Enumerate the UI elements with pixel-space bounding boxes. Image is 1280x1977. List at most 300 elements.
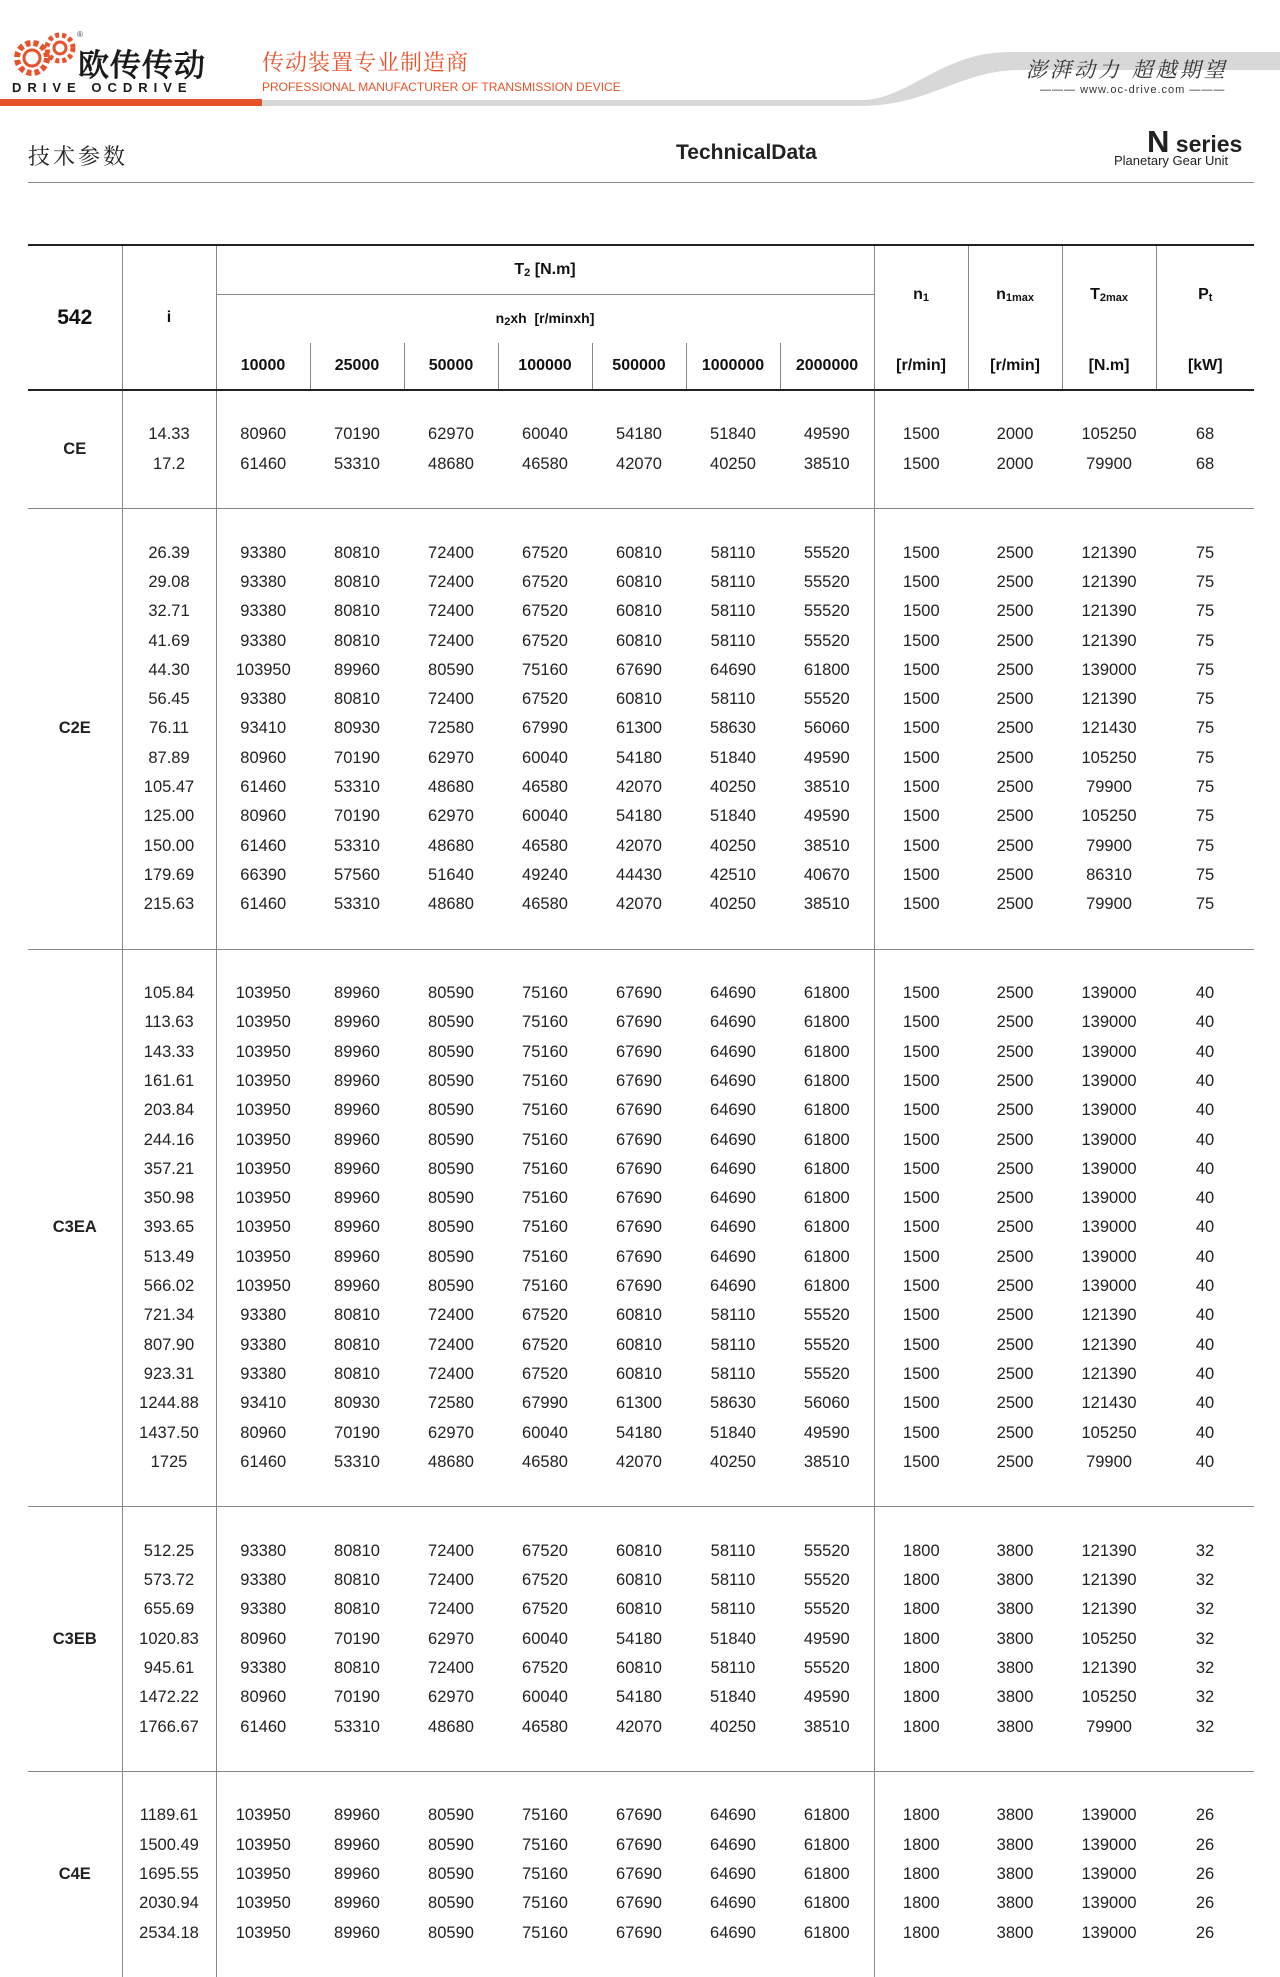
t2max-header: T2max <box>1062 245 1156 343</box>
value-cell: 40250 <box>710 836 756 855</box>
value-cell: 80960 <box>216 420 310 449</box>
value-cell: 75160 <box>522 1071 568 1090</box>
ratio-cell: 150.00 <box>122 831 216 860</box>
value-cell: 1500 <box>874 1155 968 1184</box>
page-title-en: TechnicalData <box>676 141 817 164</box>
value-cell: 61800 <box>803 660 850 679</box>
value-cell: 64690 <box>710 1071 756 1090</box>
value-cell: 53310 <box>334 836 380 855</box>
value-cell: 67690 <box>616 1277 662 1296</box>
speed-header-50000: 50000 <box>404 343 498 390</box>
value-cell: 60810 <box>616 1306 662 1325</box>
value-cell: 89960 <box>334 984 380 1003</box>
ratio-label: i <box>166 308 172 326</box>
ratio-cell: 56.45 <box>122 685 216 714</box>
value-cell: 67990 <box>522 719 568 738</box>
value-cell: 67690 <box>616 1101 662 1120</box>
value-cell: 75 <box>1195 748 1215 767</box>
value-cell: 75 <box>1195 865 1215 884</box>
value-cell: 54180 <box>616 807 662 826</box>
value-cell: 58110 <box>710 1600 756 1619</box>
value-cell: 70190 <box>334 1629 380 1648</box>
title-divider <box>28 182 1254 183</box>
technical-data-table <box>28 244 1254 1977</box>
table-row <box>28 1537 1254 1566</box>
value-cell: 80960 <box>216 1418 310 1447</box>
value-cell: 55520 <box>803 1600 850 1619</box>
value-cell: 3800 <box>996 1923 1034 1942</box>
value-cell: 80810 <box>334 543 380 562</box>
value-cell: 121390 <box>1081 1658 1137 1677</box>
value-cell: 121390 <box>1081 602 1137 621</box>
value-cell: 121390 <box>1081 1306 1137 1325</box>
value-cell: 1500 <box>874 1213 968 1242</box>
value-cell: 89960 <box>334 1894 380 1913</box>
value-cell: 1500 <box>874 420 968 449</box>
value-cell: 58110 <box>710 631 756 650</box>
ratio-cell: 1020.83 <box>122 1624 216 1653</box>
value-cell: 1500 <box>874 1008 968 1037</box>
value-cell: 93380 <box>216 626 310 655</box>
value-cell: 75160 <box>522 1835 568 1854</box>
table-row <box>28 861 1254 890</box>
value-cell: 139000 <box>1081 984 1137 1003</box>
value-cell: 80810 <box>334 572 380 591</box>
value-cell: 67690 <box>616 1247 662 1266</box>
value-cell: 68 <box>1195 454 1215 473</box>
value-cell: 1800 <box>874 1801 968 1830</box>
value-cell: 55520 <box>803 1571 850 1590</box>
value-cell: 55520 <box>803 1364 850 1383</box>
ratio-cell: 143.33 <box>122 1038 216 1067</box>
value-cell: 61800 <box>803 1277 850 1296</box>
value-cell: 75160 <box>522 1159 568 1178</box>
group-label: C2E <box>58 719 91 738</box>
value-cell: 93380 <box>216 538 310 567</box>
table-row <box>28 773 1254 802</box>
value-cell: 42070 <box>616 778 662 796</box>
value-cell: 80590 <box>428 660 474 679</box>
group-spacer <box>28 919 1254 949</box>
value-cell: 105250 <box>1081 425 1137 444</box>
value-cell: 55520 <box>803 1306 850 1325</box>
value-cell: 139000 <box>1081 1071 1137 1090</box>
value-cell: 70190 <box>334 807 380 826</box>
value-cell: 32 <box>1195 1600 1215 1619</box>
value-cell: 26 <box>1195 1835 1215 1854</box>
value-cell: 67690 <box>616 660 662 679</box>
table-row <box>28 1683 1254 1712</box>
ratio-cell: 105.47 <box>122 773 216 802</box>
ratio-cell: 513.49 <box>122 1243 216 1272</box>
value-cell: 75 <box>1195 719 1215 738</box>
table-row <box>28 890 1254 919</box>
value-cell: 67690 <box>616 1159 662 1178</box>
speed-header-25000: 25000 <box>310 343 404 390</box>
value-cell: 2500 <box>996 719 1034 738</box>
value-cell: 40670 <box>803 865 850 884</box>
table-row <box>28 1155 1254 1184</box>
value-cell: 89960 <box>334 1277 380 1296</box>
ratio-cell: 2534.18 <box>122 1918 216 1947</box>
table-row <box>28 1418 1254 1447</box>
ratio-cell: 512.25 <box>122 1537 216 1566</box>
value-cell: 1800 <box>874 1889 968 1918</box>
value-cell: 1800 <box>874 1918 968 1947</box>
table-row <box>28 1331 1254 1360</box>
value-cell: 80590 <box>428 1189 474 1208</box>
ratio-cell: 807.90 <box>122 1331 216 1360</box>
table-row <box>28 1889 1254 1918</box>
value-cell: 64690 <box>710 984 756 1003</box>
value-cell: 75160 <box>522 1806 568 1825</box>
value-cell: 3800 <box>996 1806 1034 1825</box>
value-cell: 80810 <box>334 631 380 650</box>
value-cell: 89960 <box>334 1835 380 1854</box>
value-cell: 40 <box>1195 1101 1215 1120</box>
value-cell: 53310 <box>334 778 380 796</box>
table-row <box>28 744 1254 773</box>
value-cell: 40 <box>1195 1071 1215 1090</box>
value-cell: 75160 <box>522 1277 568 1296</box>
value-cell: 55520 <box>803 690 850 709</box>
value-cell: 139000 <box>1081 1101 1137 1120</box>
value-cell: 40 <box>1195 1335 1215 1354</box>
table-body <box>28 390 1254 1977</box>
value-cell: 26 <box>1195 1894 1215 1913</box>
value-cell: 79900 <box>1086 895 1132 914</box>
value-cell: 64690 <box>710 1042 756 1061</box>
value-cell: 2500 <box>996 1306 1034 1325</box>
value-cell: 56060 <box>803 1394 850 1413</box>
value-cell: 80590 <box>428 1159 474 1178</box>
value-cell: 1500 <box>874 1096 968 1125</box>
value-cell: 46580 <box>522 836 568 855</box>
value-cell: 72400 <box>428 1541 474 1560</box>
ratio-cell: 41.69 <box>122 626 216 655</box>
pt-header: Pt <box>1156 245 1254 343</box>
table-row <box>28 714 1254 743</box>
value-cell: 93380 <box>216 1595 310 1624</box>
website-text: www.oc-drive.com <box>1080 84 1186 96</box>
value-cell: 70190 <box>334 425 380 444</box>
value-cell: 40 <box>1195 1042 1215 1061</box>
value-cell: 1500 <box>874 1301 968 1330</box>
value-cell: 1800 <box>874 1595 968 1624</box>
value-cell: 49590 <box>803 1629 850 1648</box>
value-cell: 1500 <box>874 714 968 743</box>
model-cell <box>28 245 122 390</box>
value-cell: 1800 <box>874 1624 968 1653</box>
value-cell: 54180 <box>616 748 662 767</box>
value-cell: 61800 <box>803 1071 850 1090</box>
ratio-header <box>122 245 216 390</box>
value-cell: 1500 <box>874 861 968 890</box>
value-cell: 66390 <box>216 861 310 890</box>
value-cell: 2500 <box>996 1335 1034 1354</box>
table-row <box>28 1389 1254 1418</box>
value-cell: 103950 <box>216 1125 310 1154</box>
value-cell: 72400 <box>428 1571 474 1590</box>
value-cell: 60040 <box>522 425 568 444</box>
value-cell: 89960 <box>334 1159 380 1178</box>
value-cell: 3800 <box>996 1600 1034 1619</box>
value-cell: 1500 <box>874 802 968 831</box>
table-row <box>28 656 1254 685</box>
group-label: C4E <box>58 1864 91 1883</box>
value-cell: 139000 <box>1081 1159 1137 1178</box>
value-cell: 80810 <box>334 1541 380 1560</box>
value-cell: 61800 <box>803 1189 850 1208</box>
value-cell: 3800 <box>996 1658 1034 1677</box>
speed-header-100000: 100000 <box>498 343 592 390</box>
group-spacer <box>28 390 1254 420</box>
header-accent-bar <box>0 99 262 106</box>
value-cell: 72400 <box>428 1658 474 1677</box>
value-cell: 75160 <box>522 1923 568 1942</box>
value-cell: 46580 <box>522 1452 568 1471</box>
value-cell: 1500 <box>874 1038 968 1067</box>
value-cell: 61300 <box>616 719 662 738</box>
slogan: 澎湃动力 超越期望 <box>1026 58 1228 82</box>
value-cell: 60810 <box>616 1600 662 1619</box>
value-cell: 55520 <box>803 602 850 621</box>
value-cell: 80810 <box>334 1658 380 1677</box>
group-label: C3EB <box>52 1629 97 1648</box>
ratio-cell: 655.69 <box>122 1595 216 1624</box>
value-cell: 64690 <box>710 1189 756 1208</box>
value-cell: 32 <box>1195 1629 1215 1648</box>
value-cell: 61800 <box>803 1013 850 1032</box>
value-cell: 103950 <box>216 1831 310 1860</box>
value-cell: 58110 <box>710 690 756 709</box>
value-cell: 54180 <box>616 1688 662 1707</box>
value-cell: 139000 <box>1081 1806 1137 1825</box>
value-cell: 67520 <box>522 602 568 621</box>
value-cell: 80810 <box>334 1306 380 1325</box>
value-cell: 64690 <box>710 1247 756 1266</box>
value-cell: 60810 <box>616 602 662 621</box>
value-cell: 121430 <box>1081 1394 1137 1413</box>
value-cell: 2500 <box>996 1013 1034 1032</box>
n2xh-header: n2xh [r/minxh] <box>216 295 874 344</box>
value-cell: 1500 <box>874 890 968 919</box>
value-cell: 72400 <box>428 1364 474 1383</box>
ratio-cell: 44.30 <box>122 656 216 685</box>
value-cell: 2500 <box>996 1101 1034 1120</box>
value-cell: 67520 <box>522 572 568 591</box>
series-letter: N <box>1147 124 1170 159</box>
value-cell: 79900 <box>1086 778 1132 796</box>
value-cell: 32 <box>1195 1688 1215 1707</box>
value-cell: 67690 <box>616 1894 662 1913</box>
ratio-cell: 1725 <box>122 1448 216 1477</box>
unit-header: [r/min] <box>968 343 1062 390</box>
value-cell: 2500 <box>996 1042 1034 1061</box>
ratio-cell: 721.34 <box>122 1301 216 1330</box>
value-cell: 105250 <box>1081 1629 1137 1648</box>
value-cell: 48680 <box>428 1717 474 1736</box>
ratio-cell: 17.2 <box>122 450 216 479</box>
value-cell: 62970 <box>428 1423 474 1442</box>
value-cell: 49590 <box>803 748 850 767</box>
value-cell: 2500 <box>996 1423 1034 1442</box>
value-cell: 54180 <box>616 1423 662 1442</box>
value-cell: 139000 <box>1081 1218 1137 1237</box>
value-cell: 67520 <box>522 1658 568 1677</box>
value-cell: 121390 <box>1081 1571 1137 1590</box>
value-cell: 61800 <box>803 1835 850 1854</box>
value-cell: 60810 <box>616 1335 662 1354</box>
value-cell: 80590 <box>428 1864 474 1883</box>
value-cell: 64690 <box>710 1864 756 1883</box>
value-cell: 1500 <box>874 1448 968 1477</box>
table-row <box>28 1448 1254 1477</box>
value-cell: 46580 <box>522 895 568 914</box>
value-cell: 80590 <box>428 1894 474 1913</box>
value-cell: 32 <box>1195 1571 1215 1590</box>
value-cell: 64690 <box>710 1159 756 1178</box>
value-cell: 1500 <box>874 538 968 567</box>
value-cell: 2500 <box>996 1247 1034 1266</box>
value-cell: 49240 <box>522 865 568 884</box>
value-cell: 70190 <box>334 748 380 767</box>
value-cell: 1500 <box>874 685 968 714</box>
value-cell: 103950 <box>216 1243 310 1272</box>
value-cell: 44430 <box>616 865 662 884</box>
value-cell: 105250 <box>1081 807 1137 826</box>
value-cell: 2500 <box>996 1364 1034 1383</box>
value-cell: 40 <box>1195 1277 1215 1296</box>
value-cell: 93380 <box>216 685 310 714</box>
value-cell: 48680 <box>428 454 474 473</box>
value-cell: 1500 <box>874 1125 968 1154</box>
value-cell: 2500 <box>996 836 1034 855</box>
value-cell: 139000 <box>1081 1277 1137 1296</box>
value-cell: 75160 <box>522 1218 568 1237</box>
value-cell: 89960 <box>334 1130 380 1149</box>
value-cell: 80810 <box>334 1600 380 1619</box>
value-cell: 1500 <box>874 626 968 655</box>
value-cell: 67520 <box>522 1335 568 1354</box>
value-cell: 89960 <box>334 1923 380 1942</box>
value-cell: 2500 <box>996 1130 1034 1149</box>
value-cell: 75 <box>1195 602 1215 621</box>
value-cell: 67520 <box>522 1364 568 1383</box>
table-row <box>28 1624 1254 1653</box>
value-cell: 67690 <box>616 1806 662 1825</box>
value-cell: 40 <box>1195 1218 1215 1237</box>
value-cell: 62970 <box>428 425 474 444</box>
value-cell: 55520 <box>803 1658 850 1677</box>
group-spacer <box>28 1948 1254 1977</box>
value-cell: 3800 <box>996 1864 1034 1883</box>
value-cell: 103950 <box>216 1155 310 1184</box>
ratio-cell: 32.71 <box>122 597 216 626</box>
value-cell: 121390 <box>1081 690 1137 709</box>
value-cell: 93380 <box>216 1566 310 1595</box>
ratio-cell: 1766.67 <box>122 1712 216 1741</box>
value-cell: 93380 <box>216 1301 310 1330</box>
unit-header: [r/min] <box>874 343 968 390</box>
model-number: 542 <box>57 305 93 329</box>
value-cell: 75 <box>1195 895 1215 914</box>
value-cell: 62970 <box>428 1688 474 1707</box>
value-cell: 121390 <box>1081 543 1137 562</box>
value-cell: 55520 <box>803 631 850 650</box>
value-cell: 75 <box>1195 690 1215 709</box>
value-cell: 2500 <box>996 543 1034 562</box>
value-cell: 49590 <box>803 425 850 444</box>
value-cell: 57560 <box>334 865 380 884</box>
value-cell: 55520 <box>803 1541 850 1560</box>
table-row <box>28 420 1254 449</box>
value-cell: 103950 <box>216 1272 310 1301</box>
table-row <box>28 802 1254 831</box>
value-cell: 89960 <box>334 660 380 679</box>
value-cell: 75 <box>1195 660 1215 679</box>
value-cell: 75 <box>1195 778 1215 796</box>
table-row <box>28 1712 1254 1741</box>
value-cell: 72400 <box>428 543 474 562</box>
value-cell: 54180 <box>616 1629 662 1648</box>
value-cell: 79900 <box>1086 454 1132 473</box>
ratio-cell: 76.11 <box>122 714 216 743</box>
value-cell: 75160 <box>522 1894 568 1913</box>
value-cell: 89960 <box>334 1218 380 1237</box>
registered-mark: ® <box>77 30 83 39</box>
value-cell: 80590 <box>428 1101 474 1120</box>
value-cell: 72400 <box>428 1335 474 1354</box>
table-row <box>28 1008 1254 1037</box>
value-cell: 61460 <box>216 890 310 919</box>
table-row <box>28 626 1254 655</box>
value-cell: 79900 <box>1086 1717 1132 1736</box>
ratio-cell: 945.61 <box>122 1654 216 1683</box>
value-cell: 93380 <box>216 1331 310 1360</box>
value-cell: 75160 <box>522 1013 568 1032</box>
value-cell: 2500 <box>996 1452 1034 1471</box>
value-cell: 26 <box>1195 1923 1215 1942</box>
value-cell: 40 <box>1195 1159 1215 1178</box>
value-cell: 2500 <box>996 1394 1034 1413</box>
brand-name-cn: 欧传传动 <box>78 48 206 83</box>
value-cell: 89960 <box>334 1101 380 1120</box>
value-cell: 1500 <box>874 1067 968 1096</box>
value-cell: 75160 <box>522 1247 568 1266</box>
value-cell: 1800 <box>874 1537 968 1566</box>
speed-header-10000: 10000 <box>216 343 310 390</box>
value-cell: 40 <box>1195 1394 1215 1413</box>
value-cell: 58630 <box>710 719 756 738</box>
value-cell: 67690 <box>616 1835 662 1854</box>
value-cell: 70190 <box>334 1688 380 1707</box>
value-cell: 48680 <box>428 1452 474 1471</box>
value-cell: 46580 <box>522 778 568 796</box>
value-cell: 139000 <box>1081 660 1137 679</box>
ratio-cell: 87.89 <box>122 744 216 773</box>
value-cell: 46580 <box>522 1717 568 1736</box>
value-cell: 61300 <box>616 1394 662 1413</box>
value-cell: 93410 <box>216 714 310 743</box>
value-cell: 89960 <box>334 1247 380 1266</box>
table-row <box>28 1918 1254 1947</box>
value-cell: 42070 <box>616 454 662 473</box>
ratio-cell: 573.72 <box>122 1566 216 1595</box>
value-cell: 60810 <box>616 1364 662 1383</box>
value-cell: 80590 <box>428 1218 474 1237</box>
value-cell: 80590 <box>428 1013 474 1032</box>
